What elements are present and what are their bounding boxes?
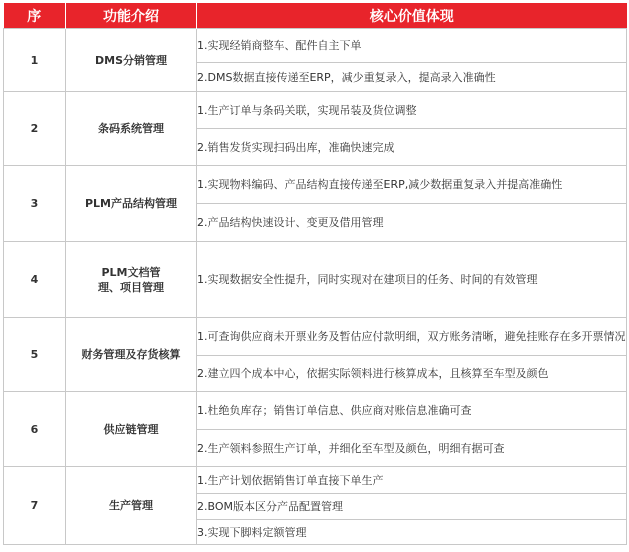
row-value: 1.可查询供应商未开票业务及暂估应付款明细，双方账务清晰，避免挂账存在多开票情况: [197, 318, 627, 356]
table-row: [4, 392, 627, 430]
row-seq: 3: [4, 166, 66, 242]
row-function: 供应链管理: [66, 392, 197, 467]
row-value: 1.实现物料编码、产品结构直接传递至ERP,减少数据重复录入并提高准确性: [197, 166, 627, 204]
row-value: 1.杜绝负库存；销售订单信息、供应商对账信息准确可查: [197, 392, 627, 430]
row-function-line: 理、项目管理: [98, 280, 164, 294]
row-value: 2.产品结构快速设计、变更及借用管理: [197, 204, 627, 242]
row-seq: 2: [4, 92, 66, 166]
table-header-row: [4, 3, 627, 29]
row-function: DMS分销管理: [66, 29, 197, 92]
row-value: 2.BOM版本区分产品配置管理: [197, 494, 627, 520]
row-seq: 4: [4, 242, 66, 318]
table-row: [4, 166, 627, 204]
row-function: 条码系统管理: [66, 92, 197, 166]
table-row: [4, 29, 627, 63]
table-row: [4, 92, 627, 129]
row-value: 1.生产订单与条码关联，实现吊装及货位调整: [197, 92, 627, 129]
row-value: 1.生产计划依据销售订单直接下单生产: [197, 467, 627, 494]
row-value: 2.建立四个成本中心，依据实际领料进行核算成本，且核算至车型及颜色: [197, 356, 627, 392]
row-value: 1.实现经销商整车、配件自主下单: [197, 29, 627, 63]
row-function-line: PLM文档管: [101, 265, 161, 279]
table-row: [4, 242, 627, 318]
row-function: 财务管理及存货核算: [66, 318, 197, 392]
row-function: PLM产品结构管理: [66, 166, 197, 242]
feature-value-table: [3, 3, 627, 545]
row-seq: 5: [4, 318, 66, 392]
row-seq: 1: [4, 29, 66, 92]
table-row: [4, 467, 627, 494]
row-value: 2.DMS数据直接传递至ERP，减少重复录入，提高录入准确性: [197, 63, 627, 92]
row-function: 生产管理: [66, 467, 197, 545]
row-seq: 7: [4, 467, 66, 545]
header-function: 功能介绍: [66, 3, 197, 29]
table-row: [4, 318, 627, 356]
row-value: 2.生产领料参照生产订单，并细化至车型及颜色，明细有据可查: [197, 430, 627, 467]
row-value: 2.销售发货实现扫码出库，准确快速完成: [197, 129, 627, 166]
row-value: 3.实现下脚料定额管理: [197, 520, 627, 545]
header-seq: 序: [4, 3, 66, 29]
row-value: 1.实现数据安全性提升，同时实现对在建项目的任务、时间的有效管理: [197, 242, 627, 318]
row-function: [66, 242, 197, 318]
row-seq: 6: [4, 392, 66, 467]
header-value: 核心价值体现: [197, 3, 627, 29]
